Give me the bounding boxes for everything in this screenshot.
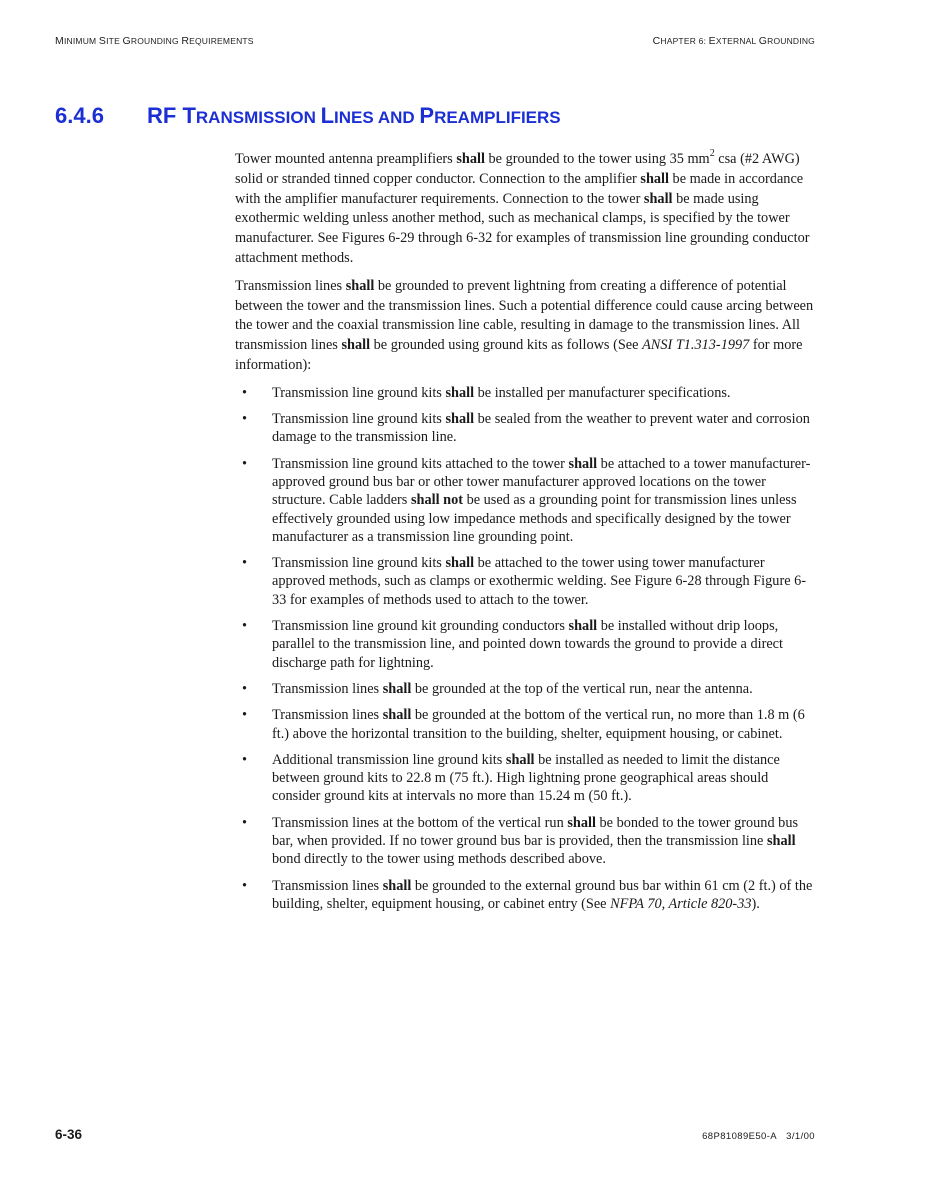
text-run: be installed without drip loops, parallel to the transmission line, and pointed down towards the ground to provide a direct discharge path for lightning. — [272, 618, 783, 671]
header-text: E — [708, 35, 716, 47]
citation: ANSI T1.313-1997 — [642, 337, 750, 354]
text-run: Transmission lines at the bottom of the vertical run — [272, 814, 568, 831]
header-text: ITE — [106, 36, 123, 46]
emphasis: shall — [345, 277, 375, 294]
emphasis: shall — [766, 833, 796, 849]
text-run: be made in accordance with the amplifier manufacturer requirements. Connection to the tower — [235, 170, 804, 207]
header-text: ROUNDING — [767, 36, 815, 46]
list-item — [235, 384, 820, 402]
text-run: Transmission line ground kit grounding conductors — [272, 618, 569, 635]
text-run: be bonded to the tower ground bus bar, when provided. If no tower ground bus bar is provided, then the transmission line — [272, 814, 799, 849]
section-title-part: P — [419, 103, 435, 128]
emphasis: shall — [456, 151, 485, 167]
bullet-icon: • — [242, 680, 248, 697]
text-run: bond directly to the tower using methods described above. — [272, 851, 606, 868]
text-run: be sealed from the weather to prevent water and corrosion damage to the transmission line. — [272, 411, 810, 446]
emphasis: shall — [640, 170, 669, 187]
document-id — [702, 1131, 815, 1142]
text-run: be grounded at the bottom of the vertical run, no more than 1.8 m (6 ft.) above the horizontal transition to the building, shelter, equipment housing, or cabinet. — [272, 707, 805, 742]
text-run: be grounded to the external ground bus bar within 61 cm (2 ft.) of the building, shelter, equipment housing, or cabinet entry (See — [272, 877, 813, 912]
text-run: csa (#2 AWG) solid or stranded tinned copper conductor. Connection to the amplifier — [235, 151, 800, 187]
bullet-icon: • — [242, 751, 248, 768]
requirements-list — [235, 384, 820, 913]
section-title-part: INES AND — [334, 108, 420, 127]
emphasis: shall — [445, 411, 475, 428]
bullet-icon: • — [242, 618, 248, 635]
text-run: be grounded to the tower using 35 mm — [484, 151, 710, 167]
list-item — [235, 455, 820, 546]
text-run: Transmission line ground kits — [272, 411, 446, 428]
header-text: M — [55, 35, 64, 47]
superscript: 2 — [709, 148, 715, 160]
citation: NFPA 70, Article 820-33 — [610, 895, 752, 912]
emphasis: shall — [568, 455, 598, 472]
text-run: Additional transmission line ground kits — [272, 751, 506, 768]
text-run: be installed per manufacturer specifications. — [474, 384, 731, 401]
emphasis: shall — [382, 707, 412, 724]
header-text: ROUNDING — [130, 36, 182, 46]
list-item — [235, 554, 820, 609]
bullet-icon: • — [242, 384, 248, 401]
text-run: Transmission line ground kits — [272, 384, 446, 401]
emphasis: shall — [341, 337, 371, 354]
emphasis: shall — [382, 680, 412, 697]
text-run: Transmission lines — [272, 680, 383, 697]
emphasis: shall — [567, 814, 596, 831]
list-item — [235, 877, 820, 914]
header-text: S — [98, 35, 107, 47]
emphasis: shall — [445, 555, 475, 572]
header-text: G — [122, 35, 131, 47]
emphasis: shall — [505, 751, 535, 768]
body-text — [235, 150, 820, 921]
text-run: for more information): — [235, 337, 803, 373]
list-item — [235, 814, 820, 869]
emphasis: shall — [445, 384, 475, 401]
section-title-part: RF — [147, 103, 183, 128]
header-text: XTERNAL — [715, 36, 759, 46]
text-run: be installed as needed to limit the distance between ground kits to 22.8 m (75 ft.). High lightning prone geographical areas should consider ground kits at intervals no more than 15.24 m (50 ft.). — [272, 751, 780, 805]
list-item — [235, 751, 820, 806]
bullet-icon: • — [242, 877, 248, 894]
header-text: G — [758, 35, 768, 47]
page-number: 6-36 — [55, 1127, 83, 1142]
doc-id-text: 68P81089E50-A — [702, 1131, 778, 1142]
doc-date-text: 3/1/00 — [786, 1131, 815, 1142]
text-run: be grounded to prevent lightning from creating a difference of potential between the tower and the transmission lines. Such a potential difference could cause arcing between the tower and the coaxial transmission line cable, resulting in damage to the transmission lines. All transmission lines — [235, 277, 814, 354]
header-text: HAPTER 6: — [660, 36, 709, 46]
text-run: be made using exothermic welding unless another method, such as mechanical clamps, is specified by the tower manufacturer. See Figures 6-29 through 6-32 for examples of transmission line grounding conductor attachment methods. — [235, 190, 810, 266]
list-item — [235, 706, 820, 743]
section-title-part: T — [182, 103, 196, 128]
bullet-icon: • — [242, 814, 248, 831]
emphasis: shall not — [410, 492, 463, 509]
header-text: INIMUM — [63, 36, 99, 46]
section-number: 6.4.6 — [55, 103, 104, 128]
text-run: Transmission lines — [272, 707, 383, 724]
bullet-icon: • — [242, 455, 248, 472]
text-run: be grounded using ground kits as follows (See — [370, 337, 643, 354]
text-run: be used as a grounding point for transmission lines unless effectively grounded using low impedance methods and specifically designed by the tower manufacturer as a transmission line grounding point. — [272, 492, 797, 545]
section-title-part: REAMPLIFIERS — [434, 108, 561, 127]
list-item — [235, 680, 820, 698]
text-run: Transmission lines — [272, 877, 383, 894]
header-text: R — [181, 35, 190, 47]
section-title-part: L — [320, 103, 335, 128]
text-run: ). — [751, 895, 760, 912]
bullet-icon: • — [242, 555, 248, 572]
section-title-part: RANSMISSION — [195, 108, 321, 127]
text-run: Transmission lines — [235, 277, 346, 294]
bullet-icon: • — [242, 707, 248, 724]
text-run: Transmission line ground kits — [272, 555, 446, 572]
paragraph-preamplifiers — [235, 150, 820, 269]
running-header-left — [55, 35, 254, 47]
text-run: be grounded at the top of the vertical run, near the antenna. — [411, 680, 753, 697]
text-run: Tower mounted antenna preamplifiers — [235, 151, 457, 167]
header-text: EQUIREMENTS — [189, 36, 254, 46]
text-run: be attached to the tower using tower manufacturer approved methods, such as clamps or exothermic welding. See Figure 6-28 through Figure 6-33 for examples of methods used to attach to the tower. — [272, 555, 807, 608]
text-run: Transmission line ground kits attached to the tower — [272, 455, 569, 472]
bullet-icon: • — [242, 411, 248, 428]
paragraph-transmission-lines — [235, 277, 820, 376]
list-item — [235, 410, 820, 447]
emphasis: shall — [382, 877, 412, 894]
header-text: C — [652, 35, 661, 47]
emphasis: shall — [643, 190, 673, 207]
text-run: be attached to a tower manufacturer-approved ground bus bar or other tower manufacturer approved locations on the tower structure. Cable ladders — [272, 455, 811, 509]
section-heading — [55, 103, 561, 129]
emphasis: shall — [568, 618, 598, 635]
running-header-right — [653, 35, 815, 47]
list-item — [235, 617, 820, 672]
